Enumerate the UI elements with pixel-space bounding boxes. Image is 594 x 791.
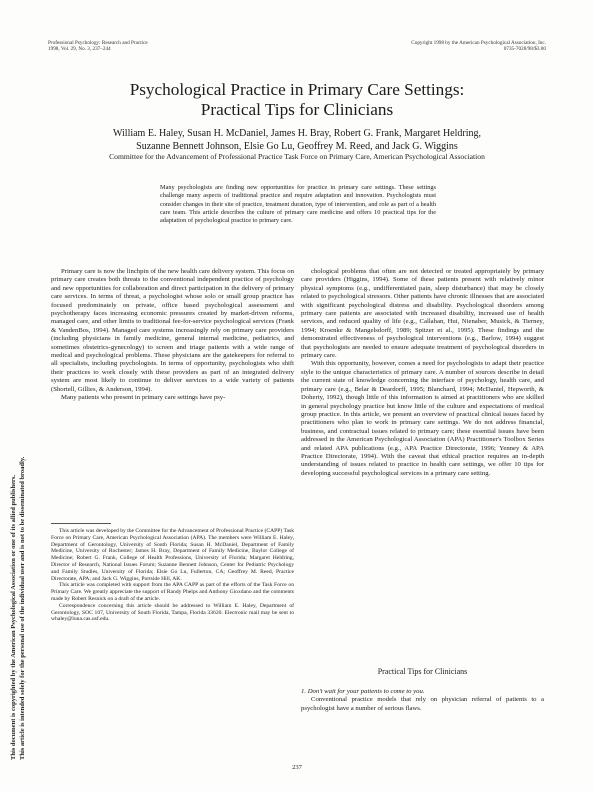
page-number: 237 [292,764,302,771]
right-column [301,268,544,478]
title-line-2: Practical Tips for Clinicians [200,100,394,119]
author-footnote [51,528,294,623]
journal-volume: 1998, Vol. 29, No. 3, 237–244 [48,46,111,53]
footnote-paragraph: This article was completed with support from the APA CAPP as part of the efforts of the Task Force on Primary Care. We greatly appreciate the support of Randy Phelps and Anthony Gioxdano and the comments made by Robert Resnick on a draft of the article. [51,582,294,602]
article-title [60,80,534,120]
footnote-paragraph: Correspondence concerning this article should be addressed to William E. Haley, Department of Gerontology, SOC 107, University of South Florida, Tampa, Florida 33620. Electronic mail may be sent to whaley@luna.cas.usf.edu. [51,602,294,623]
footnote-divider [51,523,111,524]
title-line-1: Psychological Practice in Primary Care Settings: [129,80,465,99]
journal-citation [48,40,148,52]
authors-line-2: Suzanne Bennett Johnson, Elsie Go Lu, Geoffrey M. Reed, and Jack G. Wiggins [136,140,458,152]
usage-side-note: This article is intended solely for the personal use of the individual user and is not to be disseminated broadly. [19,456,26,760]
left-column [51,268,294,403]
affiliation: Committee for the Advancement of Professional Practice Task Force on Primary Care, American Psychological Association [109,152,485,161]
journal-name: Professional Psychology: Research and Practice [48,40,148,46]
tip-heading: 1. Don't wait for your patients to come to you. [301,688,425,695]
authors-line-1: William E. Haley, Susan H. McDaniel, James H. Bray, Robert G. Frank, Margaret Heldring, [112,128,482,139]
copyright-side-note: This document is copyrighted by the American Psychological Association or one of its allied publishers. [10,475,17,760]
section-heading: Practical Tips for Clinicians [377,667,468,676]
footnote-paragraph: This article was developed by the Committee for the Advancement of Professional Practice (CAPP) Task Force on Primary Care, American Psychological Association (APA). The members were William E. Haley, Department of Gerontology, University of South Florida; Susan H. McDaniel, Department of Family Medicine, University of Rochester; James H. Bray, Department of Family Medicine, Baylor College of Medicine; Robert G. Frank, College of Health Professions, University of Florida; Margaret Heldring, Director of Research, National Issues Forum; Suzanne Bennett Johnson, Center for Pediatric Psychology and Family Studies, University of Florida; Elsie Go Lu, Fullerton, CA; Geoffrey M. Reed, Practice Directorate, APA; and Jack G. Wiggins, Portside Hill, AK. [51,528,295,582]
body-paragraph: Primary care is now the linchpin of the new health care delivery system. This focus on primary care creates both threats to the conventional independent practice of psychology and new opportunities for collaboration and direct participation in the delivery of primary care services. In terms of threat, a psychologist whose solo or small group practice has focused predominately on private, office based psychological assessment and psychotherapy faces increasing economic pressures created by market-driven reforms, managed care, and other limits to traditional fee-for-service psychological services (Frank & VandenBos, 1994). Managed care systems increasingly rely on primary care providers (including physicians in family medicine, general internal medicine, pediatrics, and sometimes obstetrics-gynecology) to screen and triage patients with a wide range of medical and psychological problems. These physicians are the gatekeepers for referral to all specialists, including psychologists. In terms of opportunity, psychologists who shift their practices to work closely with these providers as part of an integrated delivery system are most likely to continue to deliver services to a wide variety of patients (Shortell, Gillies, & Anderson, 1994). [51,268,294,393]
tip-body: Conventional practice models that rely on physician referral of patients to a psychologist have a number of serious flaws. [301,696,544,712]
body-paragraph: Many patients who present in primary care settings have psy- [61,394,226,402]
copyright-line: Copyright 1998 by the American Psychological Association, Inc. [411,40,546,46]
abstract: Many psychologists are finding new opportunities for practice in primary care settings. These settings challenge many aspects of traditional practice and require adaptation and innovation. Psychologists must consider changes in their site of practice, treatment duration, type of intervention, and role as part of a health care team. This article describes the culture of primary care medicine and offers 10 practical tips for the adaptation of psychological practice to primary care. [160,184,436,225]
body-paragraph: chological problems that often are not detected or treated appropriately by primary care providers (Higgins, 1994). Some of these patients present with relatively minor physical symptoms (e.g., undifferentiated pain, sleep disturbance) that may be closely related to psychological stressors. Other patients have chronic illnesses that are associated with significant psychological distress and disability. Psychological disorders among primary care patients are associated with increased disability, increased use of health services, and reduced quality of life (e.g., Callahan, Hui, Nienaber, Musick, & Tierney, 1994; Kroenke & Mangelsdorff, 1989; Spitzer et al., 1995). These findings and the demonstrated effectiveness of psychological interventions (e.g., Barlow, 1994) suggest that psychologists are needed to ensure adequate treatment of psychological disorders in primary care. [301,268,544,360]
copyright-notice [411,40,546,52]
author-list [48,128,546,153]
issn-line: 0735-7028/98/$3.00 [503,46,546,53]
body-paragraph: With this opportunity, however, comes a need for psychologists to adapt their practice style to the unique characteristics of primary care. A number of sources describe in detail the current state of knowledge concerning the interface of psychology, health care, and primary care (e.g., Belar & Deardorff, 1995; Blanchard, 1994; McDaniel, Hepworth, & Doherty, 1992), though little of this information is aimed at practitioners who are skilled in general psychology practice but know little of the culture and expectations of medical group practice. In this article, we present an overview of practical clinical issues faced by practitioners who plan to work in primary care settings. We do not address financial, business, and contractual issues related to primary care; these essential issues have been addressed in the American Psychological Association (APA) Practitioner's Toolbox Series and related APA publications (e.g., APA Practice Directorate, 1996; Yenney & APA Practice Directorate, 1994). With the caveat that ethical practice requires an in-depth understanding of issues related to practice in health care settings, we offer 10 tips for developing successful psychological services in a primary care setting. [301,360,544,477]
tip-item [301,688,544,713]
